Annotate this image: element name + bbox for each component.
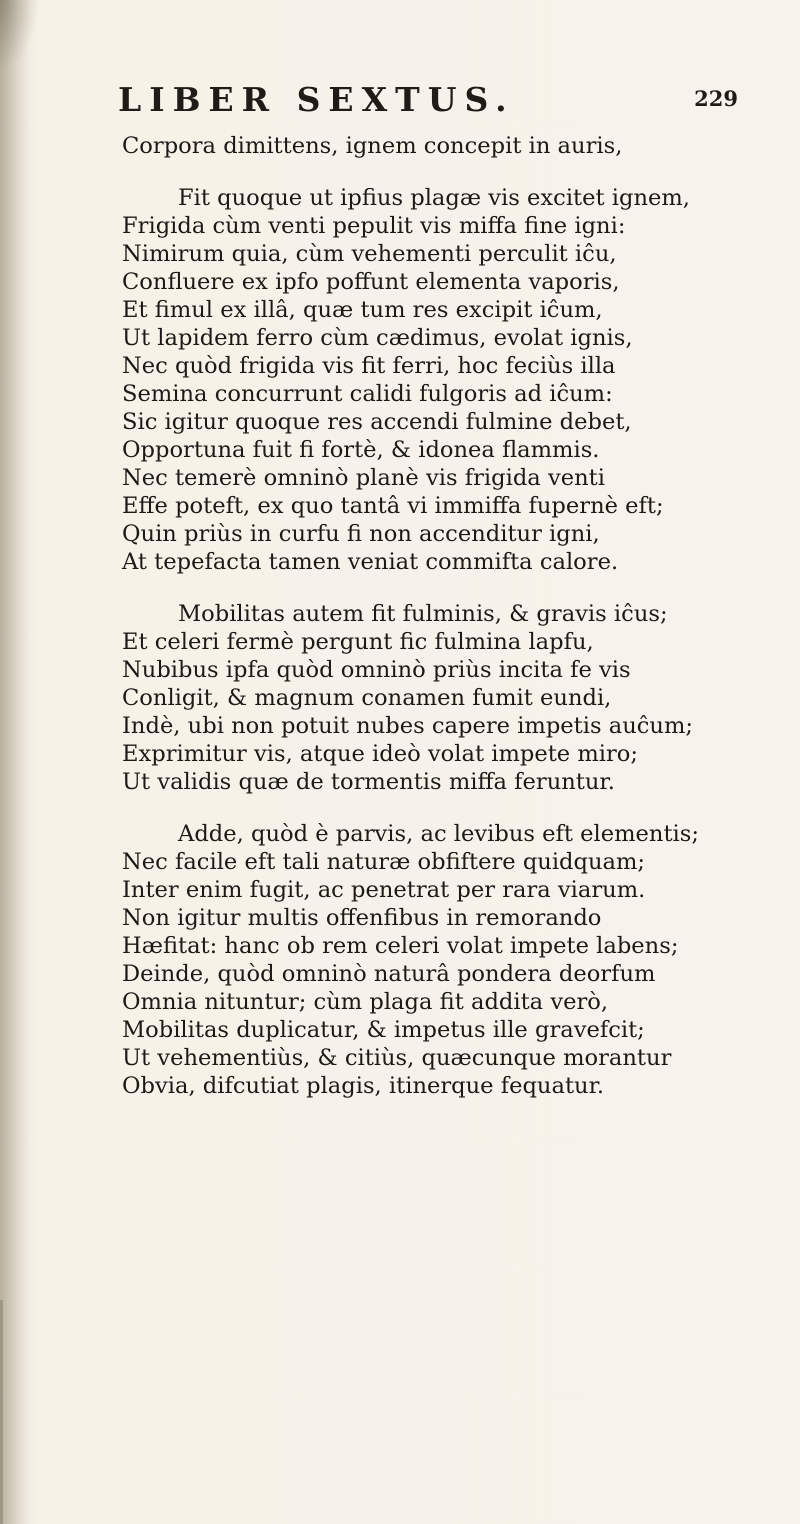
verse-line: Opportuna fuit fi fortè, & idonea flammis. <box>122 437 600 463</box>
verse-line: Nec facile eft tali naturæ obfiftere quidquam; <box>122 849 646 875</box>
blank-page-area <box>0 1260 800 1524</box>
verse-line: Ut validis quæ de tormentis miffa feruntur. <box>122 769 615 795</box>
verse-line-paragraph-start: Mobilitas autem fit fulminis, & gravis iĉus; <box>178 601 668 627</box>
verse-line: Nec quòd frigida vis fit ferri, hoc feciùs illa <box>122 353 616 379</box>
verse-line: Exprimitur vis, atque ideò volat impete miro; <box>122 741 639 767</box>
verse-line: Semina concurrunt calidi fulgoris ad iĉum: <box>122 381 613 407</box>
verse-line: Confluere ex ipfo poffunt elementa vaporis, <box>122 269 620 295</box>
verse-line: Et fimul ex illâ, quæ tum res excipit iĉum, <box>122 297 603 323</box>
verse-line: Frigida cùm venti pepulit vis miffa fine igni: <box>122 213 626 239</box>
verse-line: Quin priùs in curfu fi non accenditur igni, <box>122 521 600 547</box>
verse-line: Conligit, & magnum conamen fumit eundi, <box>122 685 612 711</box>
verse-line: Indè, ubi non potuit nubes capere impetis auĉum; <box>122 713 694 739</box>
verse-line: Mobilitas duplicatur, & impetus ille gravefcit; <box>122 1017 645 1043</box>
verse-line: Et celeri fermè pergunt fic fulmina lapfu, <box>122 629 594 655</box>
verse-line: Sic igitur quoque res accendi fulmine debet, <box>122 409 632 435</box>
verse-line: Nubibus ipfa quòd omninò priùs incita fe vis <box>122 657 631 683</box>
verse-line-paragraph-start: Fit quoque ut ipfius plagæ vis excitet ignem, <box>178 185 690 211</box>
page-corner-stain <box>0 0 40 70</box>
verse-line: At tepefacta tamen veniat commifta calore. <box>122 549 619 575</box>
verse-line: Nec temerè omninò planè vis frigida venti <box>122 465 605 491</box>
verse-line: Ut vehementiùs, & citiùs, quæcunque morantur <box>122 1045 672 1071</box>
page-number: 229 <box>694 86 738 111</box>
verse-line: Obvia, difcutiat plagis, itinerque fequatur. <box>122 1073 605 1099</box>
verse-line: Ut lapidem ferro cùm cædimus, evolat ignis, <box>122 325 633 351</box>
page-edge <box>0 1300 3 1524</box>
verse-line-paragraph-start: Adde, quòd è parvis, ac levibus eft elementis; <box>178 821 699 847</box>
verse-line: Corpora dimittens, ignem concepit in auris, <box>122 133 623 159</box>
running-title: LIBER SEXTUS. <box>118 80 515 119</box>
verse-line: Deinde, quòd omninò naturâ pondera deorfum <box>122 961 656 987</box>
page-header <box>118 80 738 120</box>
verse-line: Inter enim fugit, ac penetrat per rara viarum. <box>122 877 646 903</box>
verse-line: Hæfitat: hanc ob rem celeri volat impete labens; <box>122 933 679 959</box>
verse-line: Effe poteft, ex quo tantâ vi immiffa fupernè eft; <box>122 493 664 519</box>
verse-line: Omnia nituntur; cùm plaga fit addita verò, <box>122 989 609 1015</box>
verse-line: Non igitur multis offenfibus in remorando <box>122 905 602 931</box>
verse-line: Nimirum quia, cùm vehementi perculit iĉu, <box>122 241 617 267</box>
